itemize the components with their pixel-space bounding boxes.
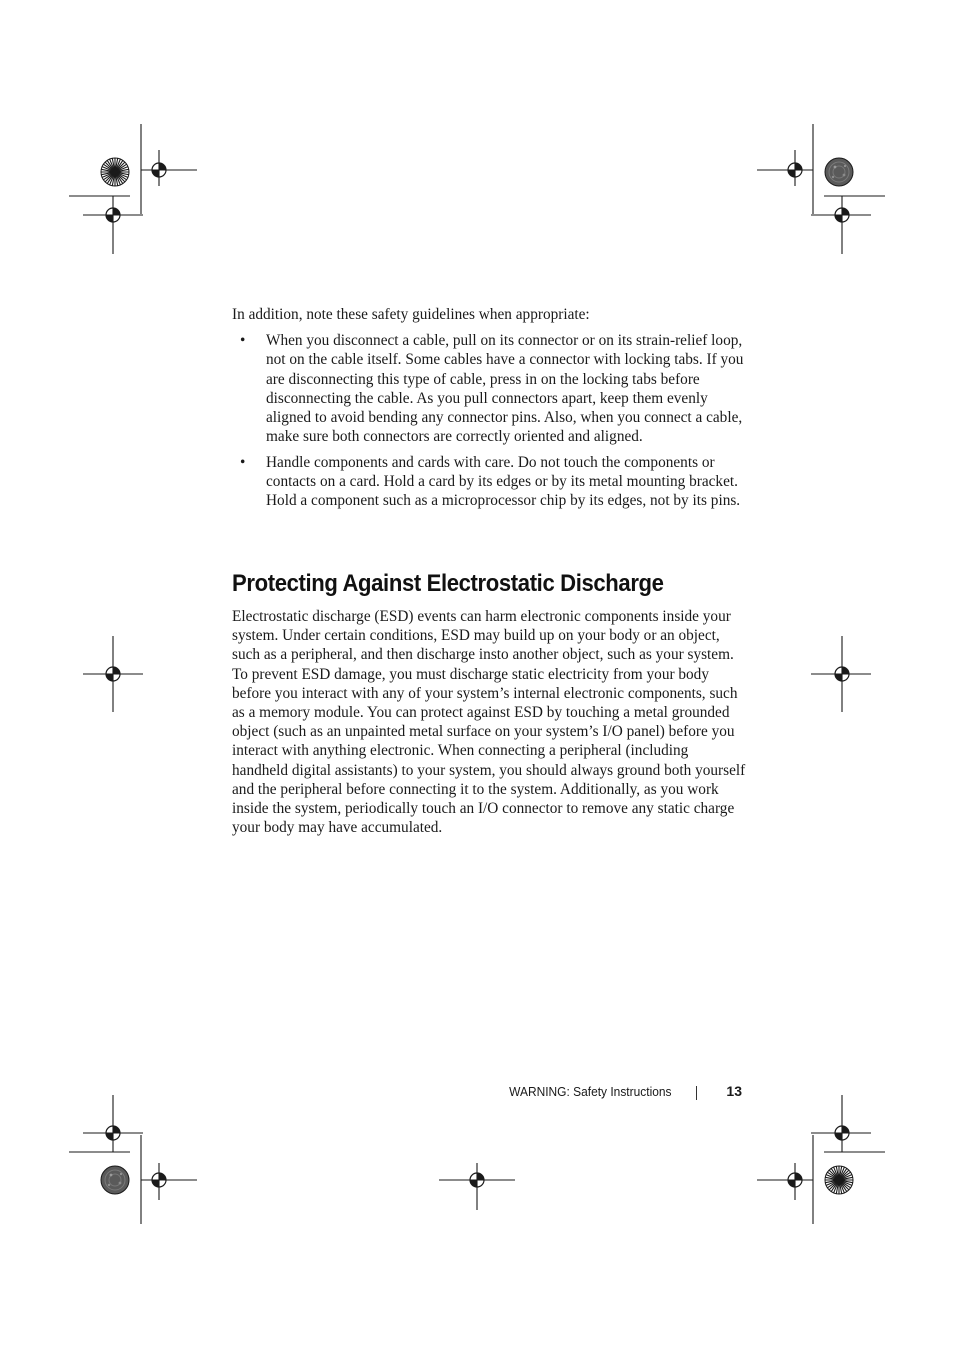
bullet-icon: • bbox=[240, 453, 246, 471]
page-number: 13 bbox=[726, 1083, 742, 1099]
intro-text: In addition, note these safety guidelines when appropriate: bbox=[232, 306, 590, 323]
section-heading: Protecting Against Electrostatic Discharge bbox=[232, 570, 664, 597]
safety-guidelines-list bbox=[232, 331, 747, 517]
list-item bbox=[232, 453, 747, 511]
list-item bbox=[232, 331, 747, 447]
footer-divider bbox=[696, 1086, 697, 1100]
body-paragraph: Electrostatic discharge (ESD) events can harm electronic components inside your system. Under certain conditions, ESD may build up on your body or an object, such as a peripheral, and then discharge insto another object, such as your system. To prevent ESD damage, you must discharge static electricity from your body before you interact with any of your system’s internal electronic components, such as a memory module. You can protect against ESD by touching a metal grounded object (such as an unpainted metal surface on your system’s I/O panel) before you interact with anything electronic. When connecting a peripheral (including handheld digital assistants) to your system, you should always ground both yourself and the peripheral before connecting it to the system. Additionally, as you work inside the system, periodically touch an I/O connector to remove any static charge your body may have accumulated. bbox=[232, 608, 746, 837]
footer-section-title: WARNING: Safety Instructions bbox=[509, 1084, 672, 1099]
bullet-icon: • bbox=[240, 332, 246, 349]
page-footer bbox=[440, 1082, 742, 1104]
list-item-text: When you disconnect a cable, pull on its connector or on its strain-relief loop, not on the cable itself. Some cables have a connector with locking tabs. If you are disconnecting this type of cable, press in on the locking tabs before disconnecting the cable. As you pull connectors apart, keep them evenly aligned to avoid bending any connector pins. Also, when you connect a cable, make sure both connectors are correctly oriented and aligned. bbox=[266, 332, 744, 446]
list-item-text: Handle components and cards with care. Do not touch the components or contacts on a card. Hold a card by its edges or by its metal mounting bracket. Hold a component such as a microprocessor chip by its edges, not by its pins. bbox=[266, 453, 741, 510]
